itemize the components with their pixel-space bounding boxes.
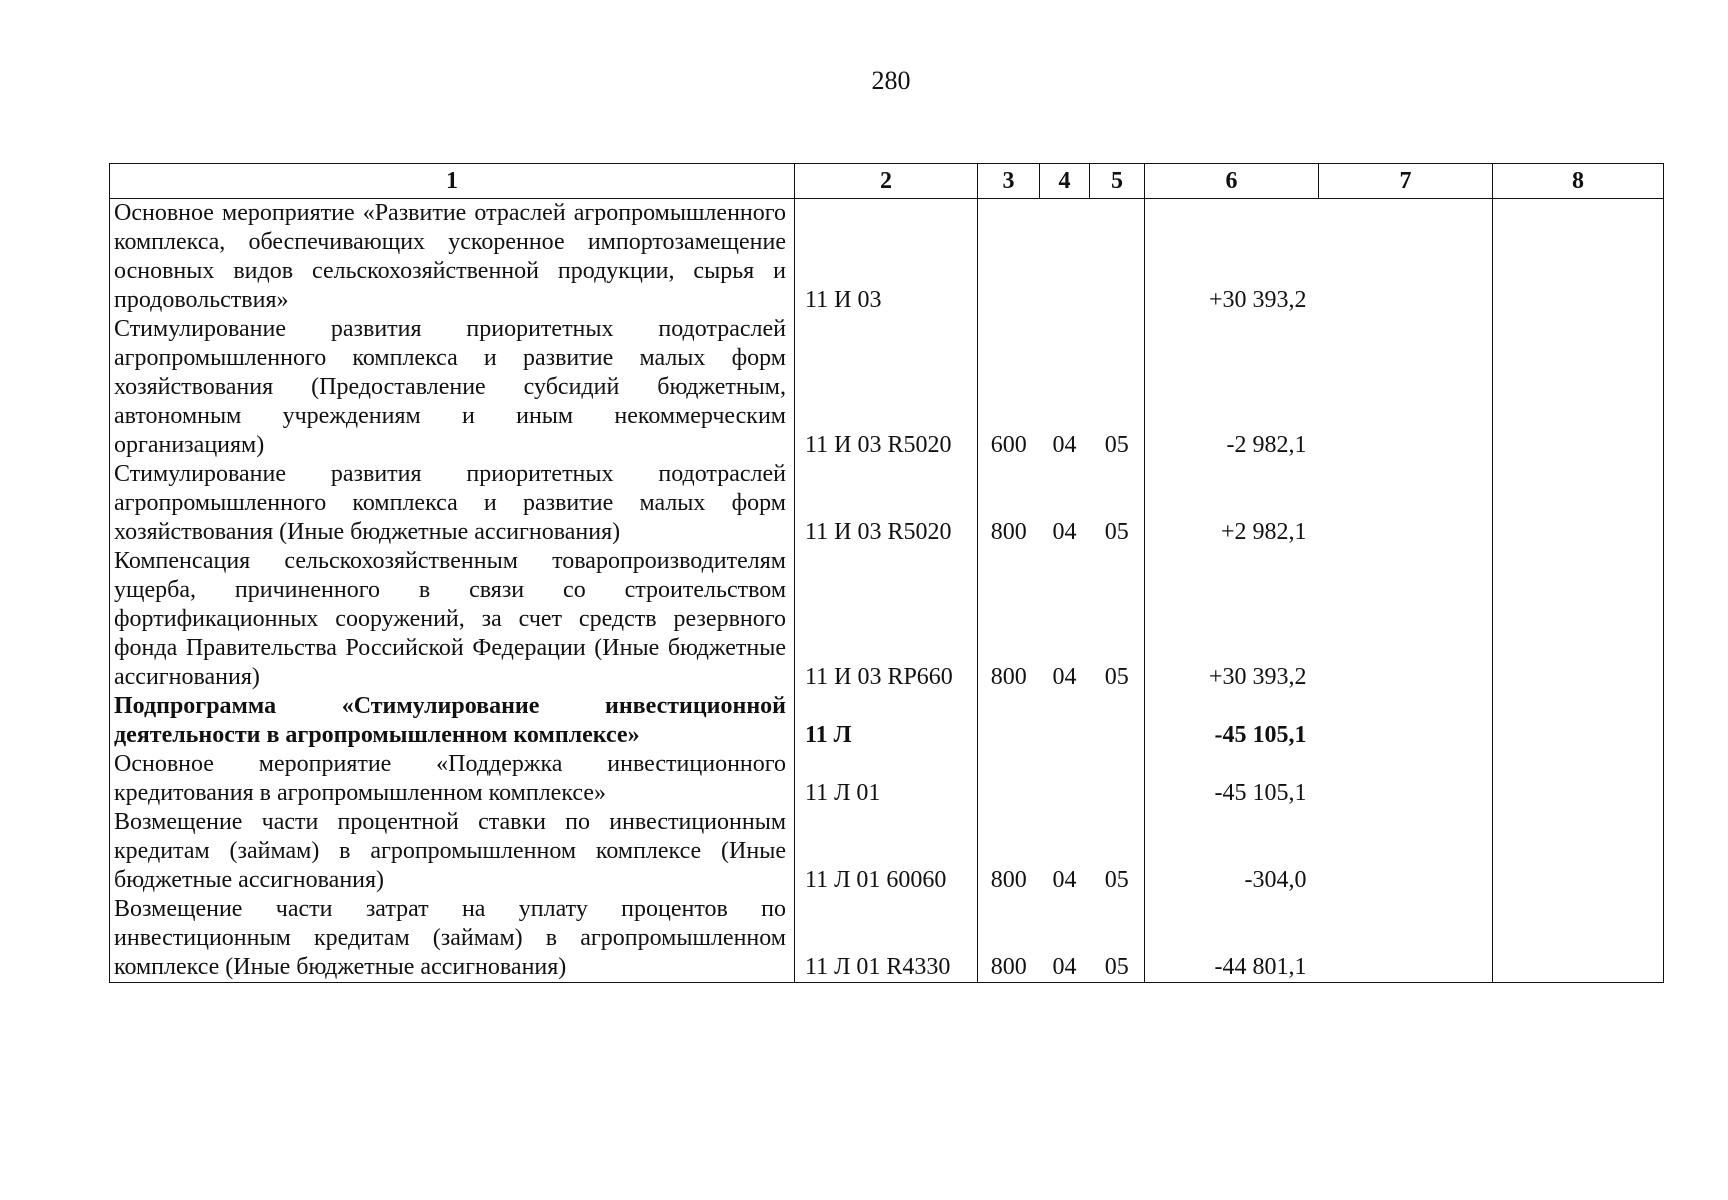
row-col-3: 800	[978, 808, 1040, 895]
row-col-4: 04	[1052, 519, 1077, 545]
row-name: Стимулирование развития приоритетных подотраслей агропромышленного комплекса и развитие малых форм хозяйствования (Иные бюджетные ассигнования)	[110, 460, 795, 547]
row-code: 11 И 03 R5020	[795, 315, 978, 460]
row-col-4	[1040, 750, 1090, 808]
row-col-5: 05	[1090, 315, 1145, 460]
table-header-row	[110, 164, 1664, 199]
row-col-4	[1040, 692, 1090, 750]
table-row	[110, 895, 1664, 983]
row-amount: -304,0	[1145, 808, 1319, 895]
row-amount: +30 393,2	[1145, 199, 1319, 316]
header-col-5: 5	[1090, 164, 1145, 199]
row-col-8	[1493, 692, 1664, 750]
row-col-7	[1319, 750, 1493, 808]
row-code: 11 И 03 R5020	[795, 460, 978, 547]
row-name: Возмещение части процентной ставки по инвестиционным кредитам (займам) в агропромышленном комплексе (Иные бюджетные ассигнования)	[110, 808, 795, 895]
row-amount: +30 393,2	[1145, 547, 1319, 692]
row-name: Подпрограмма «Стимулирование инвестиционной деятельности в агропромышленном комплексе»	[110, 692, 795, 750]
table-row	[110, 808, 1664, 895]
table-row	[110, 750, 1664, 808]
row-name: Основное мероприятие «Поддержка инвестиционного кредитования в агропромышленном комплексе»	[110, 750, 795, 808]
table-row	[110, 692, 1664, 750]
budget-table	[109, 163, 1664, 983]
row-col-3	[978, 199, 1040, 316]
row-amount: -44 801,1	[1145, 895, 1319, 983]
row-amount: -45 105,1	[1145, 692, 1319, 750]
row-col-4: 04	[1052, 432, 1077, 458]
page-number: 280	[871, 66, 911, 95]
row-col-3	[978, 692, 1040, 750]
row-code: 11 Л	[795, 692, 978, 750]
header-col-1: 1	[110, 164, 795, 199]
row-col-8	[1493, 808, 1664, 895]
row-col-8	[1493, 895, 1664, 983]
row-col-4	[1040, 199, 1090, 316]
row-col-7	[1319, 808, 1493, 895]
row-col-7	[1319, 547, 1493, 692]
table-row	[110, 199, 1664, 316]
row-col-8	[1493, 750, 1664, 808]
row-code: 11 Л 01	[795, 750, 978, 808]
row-col-8	[1493, 315, 1664, 460]
row-col-3: 800	[978, 460, 1040, 547]
row-code: 11 И 03 RP660	[795, 547, 978, 692]
header-col-3: 3	[978, 164, 1040, 199]
row-code: 11 Л 01 R4330	[795, 895, 978, 983]
row-col-3: 800	[978, 547, 1040, 692]
table-body	[110, 199, 1664, 983]
header-col-8: 8	[1493, 164, 1664, 199]
row-amount: -45 105,1	[1145, 750, 1319, 808]
row-col-5	[1090, 750, 1145, 808]
row-col-5: 05	[1090, 808, 1145, 895]
row-col-7	[1319, 895, 1493, 983]
row-code: 11 И 03	[795, 199, 978, 316]
row-col-8	[1493, 460, 1664, 547]
row-col-7	[1319, 460, 1493, 547]
table-row	[110, 547, 1664, 692]
row-col-3: 800	[978, 895, 1040, 983]
row-col-4: 04	[1052, 867, 1077, 893]
row-amount: -2 982,1	[1145, 315, 1319, 460]
table-row	[110, 460, 1664, 547]
header-col-6: 6	[1145, 164, 1319, 199]
row-col-5: 05	[1090, 895, 1145, 983]
row-col-7	[1319, 315, 1493, 460]
row-name: Стимулирование развития приоритетных подотраслей агропромышленного комплекса и развитие малых форм хозяйствования (Предоставление субсидий бюджетным, автономным учреждениям и иным некоммерческим организациям)	[110, 315, 795, 460]
row-col-7	[1319, 199, 1493, 316]
row-col-5: 05	[1090, 460, 1145, 547]
row-col-4: 04	[1052, 664, 1077, 690]
header-col-2: 2	[795, 164, 978, 199]
row-col-3: 600	[978, 315, 1040, 460]
row-name: Основное мероприятие «Развитие отраслей агропромышленного комплекса, обеспечивающих ускоренное импортозамещение основных видов сельскохозяйственной продукции, сырья и продовольствия»	[110, 199, 795, 316]
header-col-4: 4	[1040, 164, 1090, 199]
row-name: Компенсация сельскохозяйственным товаропроизводителям ущерба, причиненного в связи со строительством фортификационных сооружений, за счет средств резервного фонда Правительства Российской Федерации (Иные бюджетные ассигнования)	[110, 547, 795, 692]
row-col-4: 04	[1040, 895, 1090, 983]
row-amount: +2 982,1	[1145, 460, 1319, 547]
row-col-5	[1090, 199, 1145, 316]
row-col-8	[1493, 199, 1664, 316]
table-row	[110, 315, 1664, 460]
row-col-5: 05	[1090, 547, 1145, 692]
row-col-5	[1090, 692, 1145, 750]
row-col-7	[1319, 692, 1493, 750]
row-col-8	[1493, 547, 1664, 692]
header-col-7: 7	[1319, 164, 1493, 199]
row-col-3	[978, 750, 1040, 808]
row-code: 11 Л 01 60060	[795, 808, 978, 895]
row-name: Возмещение части затрат на уплату процентов по инвестиционным кредитам (займам) в агропромышленном комплексе (Иные бюджетные ассигнования)	[110, 895, 795, 983]
